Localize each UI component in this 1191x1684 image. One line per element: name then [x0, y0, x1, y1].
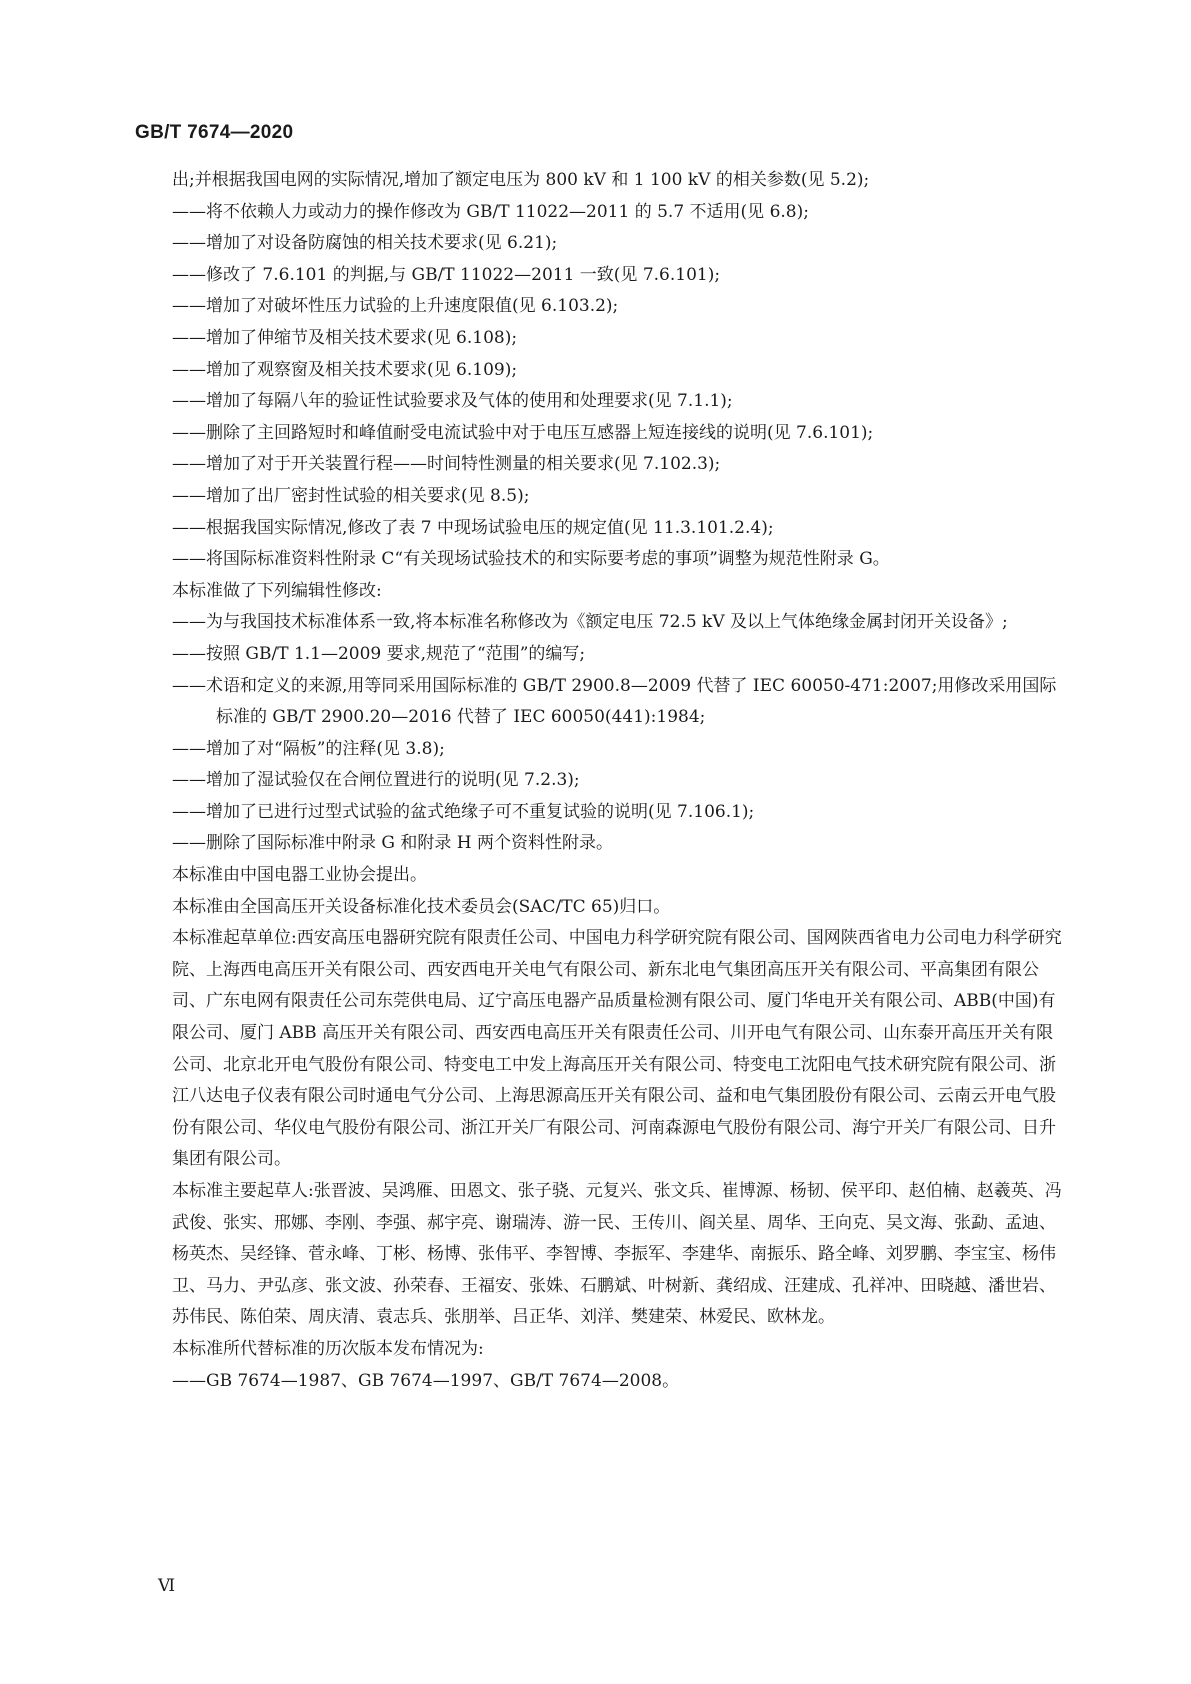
paragraph: 本标准由全国高压开关设备标准化技术委员会(SAC/TC 65)归口。: [172, 896, 671, 917]
list-item: ——将不依赖人力或动力的操作修改为 GB/T 11022—2011 的 5.7 不适用(见 6.8);: [172, 201, 809, 222]
drafting-units-paragraph: 本标准起草单位:西安高压电器研究院有限责任公司、中国电力科学研究院有限公司、国网陕西省电力公司电力科学研究院、上海西电高压开关有限公司、西安西电开关电气有限公司、新东北电气集团高压开关有限公司、平高集团有限公司、广东电网有限责任公司东莞供电局、辽宁高压电器产品质量检测有限公司、厦门华电开关有限公司、ABB(中国)有限公司、厦门 ABB 高压开关有限公司、西安西电高压开关有限责任公司、川开电气有限公司、山东泰开高压开关有限公司、北京北开电气股份有限公司、特变电工中发上海高压开关有限公司、特变电工沈阳电气技术研究院有限公司、浙江八达电子仪表有限公司时通电气分公司、上海思源高压开关有限公司、益和电气集团股份有限公司、云南云开电气股份有限公司、华仪电气股份有限公司、浙江开关厂有限公司、河南森源电气股份有限公司、海宁开关厂有限公司、日升集团有限公司。: [172, 928, 1062, 1170]
list-item: ——术语和定义的来源,用等同采用国际标准的 GB/T 2900.8—2009 代替了 IEC 60050-471:2007;用修改采用国际标准的 GB/T 2900.20—2016 代替了 IEC 60050(441):1984;: [172, 675, 1057, 728]
list-item: ——增加了伸缩节及相关技术要求(见 6.108);: [172, 327, 518, 348]
list-item: ——增加了对“隔板”的注释(见 3.8);: [172, 738, 445, 759]
continuation-line: 出;并根据我国电网的实际情况,增加了额定电压为 800 kV 和 1 100 kV 的相关参数(见 5.2);: [172, 170, 870, 190]
document-id-header: GB/T 7674—2020: [135, 122, 294, 143]
list-item: ——为与我国技术标准体系一致,将本标准名称修改为《额定电压 72.5 kV 及以上气体绝缘金属封闭开关设备》;: [172, 612, 1008, 633]
paragraph: 本标准所代替标准的历次版本发布情况为:: [172, 1338, 484, 1359]
list-item: ——增加了出厂密封性试验的相关要求(见 8.5);: [172, 485, 530, 506]
list-item: ——将国际标准资料性附录 C“有关现场试验技术的和实际要考虑的事项”调整为规范性附录 G。: [172, 549, 890, 570]
paragraph: 本标准由中国电器工业协会提出。: [172, 865, 427, 886]
list-item: ——增加了每隔八年的验证性试验要求及气体的使用和处理要求(见 7.1.1);: [172, 391, 733, 412]
page-number: Ⅵ: [158, 1576, 176, 1596]
list-item: ——GB 7674—1987、GB 7674—1997、GB/T 7674—2008。: [172, 1370, 680, 1391]
list-item: ——增加了已进行过型式试验的盆式绝缘子可不重复试验的说明(见 7.106.1);: [172, 801, 755, 822]
list-item: ——删除了国际标准中附录 G 和附录 H 两个资料性附录。: [172, 833, 614, 854]
list-item: ——删除了主回路短时和峰值耐受电流试验中对于电压互感器上短连接线的说明(见 7.6.101);: [172, 422, 874, 443]
page-body: [172, 165, 1070, 1397]
list-item: ——增加了湿试验仅在合闸位置进行的说明(见 7.2.3);: [172, 770, 580, 791]
list-item: ——增加了对破坏性压力试验的上升速度限值(见 6.103.2);: [172, 296, 619, 317]
list-item: ——增加了观察窗及相关技术要求(见 6.109);: [172, 359, 518, 380]
drafters-paragraph: 本标准主要起草人:张晋波、吴鸿雁、田恩文、张子骁、元复兴、张文兵、崔博源、杨韧、侯平印、赵伯楠、赵羲英、冯武俊、张实、邢娜、李刚、李强、郝宇亮、谢瑞涛、游一民、王传川、阎关星、周华、王向克、吴文海、张勐、孟迪、杨英杰、吴经锋、菅永峰、丁彬、杨博、张伟平、李智博、李振军、李建华、南振乐、路全峰、刘罗鹏、李宝宝、杨伟卫、马力、尹弘彦、张文波、孙荣春、王福安、张姝、石鹏斌、叶树新、龚绍成、汪建成、孔祥冲、田晓越、潘世岩、苏伟民、陈伯荣、周庆清、袁志兵、张朋举、吕正华、刘洋、樊建荣、林爱民、欧林龙。: [172, 1181, 1062, 1328]
list-item: ——增加了对于开关装置行程——时间特性测量的相关要求(见 7.102.3);: [172, 454, 721, 475]
list-item: ——修改了 7.6.101 的判据,与 GB/T 11022—2011 一致(见 7.6.101);: [172, 264, 721, 285]
list-item: ——根据我国实际情况,修改了表 7 中现场试验电压的规定值(见 11.3.101.2.4);: [172, 517, 774, 538]
paragraph: 本标准做了下列编辑性修改:: [172, 580, 382, 601]
list-item: ——增加了对设备防腐蚀的相关技术要求(见 6.21);: [172, 233, 558, 254]
list-item: ——按照 GB/T 1.1—2009 要求,规范了“范围”的编写;: [172, 643, 586, 664]
